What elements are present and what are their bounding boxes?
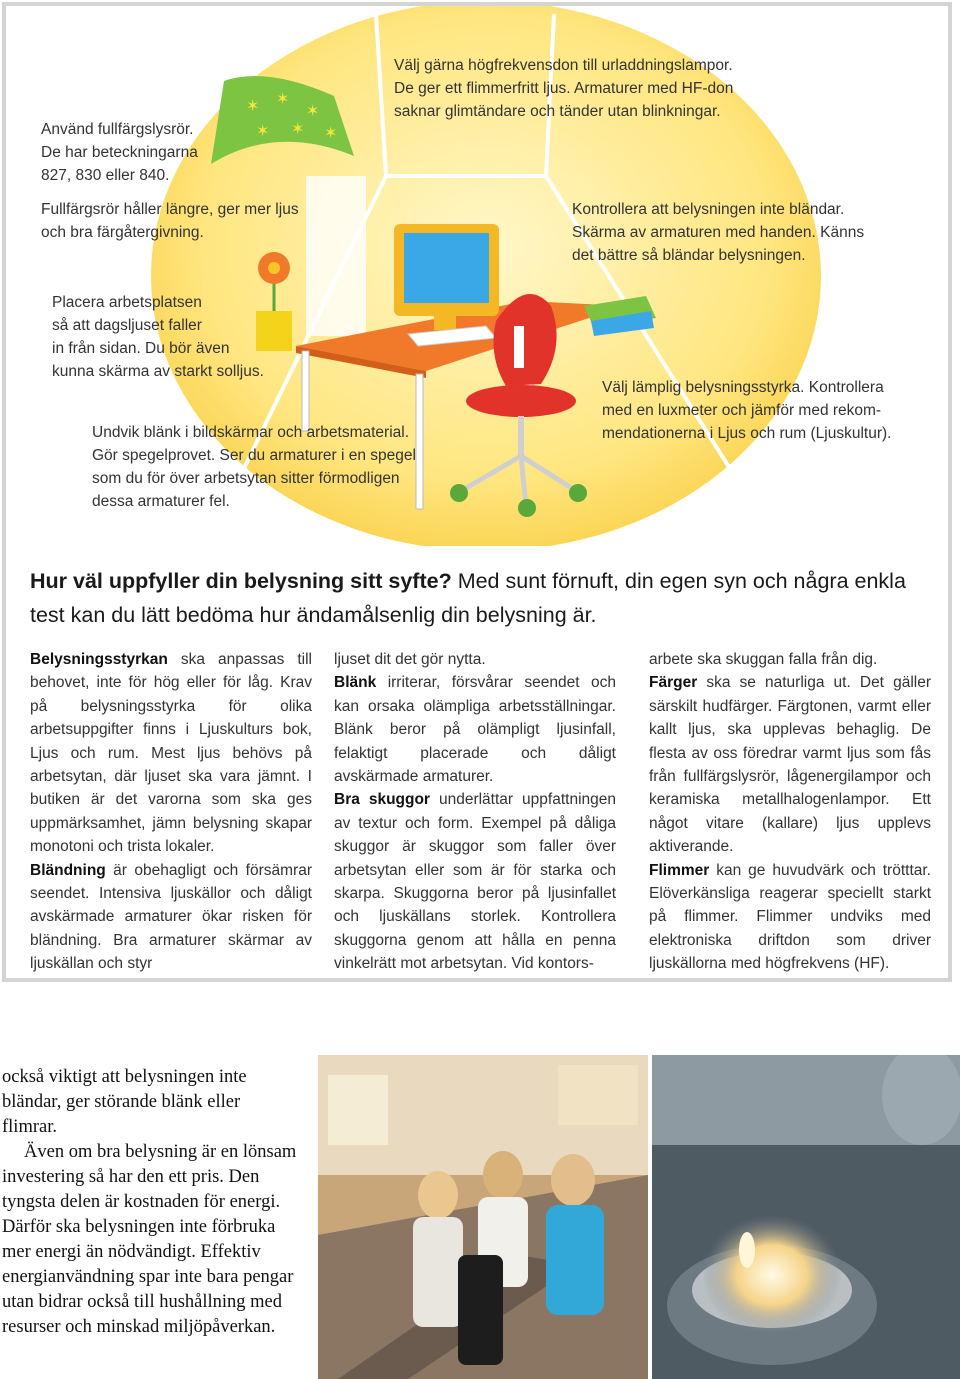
svg-text:✶: ✶ <box>276 91 290 108</box>
body-text-bottom <box>2 1065 297 1340</box>
text-column-3 <box>649 648 931 976</box>
term-blandning: Bländning <box>30 861 106 879</box>
photo-shopping-girls <box>318 1055 648 1379</box>
svg-text:✶: ✶ <box>246 98 260 115</box>
text-column-1 <box>30 648 312 976</box>
svg-text:✶: ✶ <box>291 121 305 138</box>
headline-rest: Med sunt förnuft, din egen syn och några enkla test kan du lätt bedöma hur ändamålsenlig din belysning är. <box>30 569 906 627</box>
text-arbete: arbete ska skuggan falla från dig. <box>649 651 878 668</box>
svg-text:✶: ✶ <box>324 125 338 142</box>
text-flimmer: kan ge huvudvärk och trötttar. Elöverkänsliga reagerar speciellt starkt på flimmer. Flimmer undviks med elektroniska driftdon som driver ljuskällorna med högfrekvens (HF). <box>649 861 931 973</box>
tip-blandar: Kontrollera att belysningen inte bländar. Skärma av armaturen med handen. Känns det bättre så bländar belysningen. <box>572 201 865 264</box>
text-blank: irriterar, försvårar seendet och kan orsaka olämpliga arbetsställningar. Blänk beror på olämpligt ljusinfall, felaktigt placerade och dåligt avskärmade armaturer. <box>334 674 616 786</box>
illustration-panel <box>2 2 952 982</box>
tip-blank: Undvik blänk i bildskärmar och arbetsmaterial. Gör spegelprovet. Ser du armaturer i en spegel som du för över arbetsytan sitter förmodligen dessa armaturer fel. <box>92 424 416 510</box>
paragraph-1: också viktigt att belysningen inte bländar, ger störande blänk eller flimrar. <box>2 1067 247 1137</box>
text-ljuset: ljuset dit det gör nytta. <box>334 651 486 668</box>
term-flimmer: Flimmer <box>649 861 710 879</box>
svg-text:✶: ✶ <box>256 123 270 140</box>
term-belysningsstyrkan: Belysningsstyrkan <box>30 651 168 668</box>
paragraph-2: Även om bra belysning är en lönsam investering så har den ett pris. Den tyngsta delen är kostnaden för energi. Därför ska belysningen inte förbruka mer energi än nödvändigt. Effektiv energianvändning spar inte bara pengar utan bidrar också till hushållning med resurser och minskad miljöpåverkan. <box>2 1142 297 1337</box>
text-bra-skuggor: underlättar uppfattningen av textur och form. Exempel på dåliga skuggor är skuggor som faller över arbetsytan eller som är för starka och skarpa. Skuggorna beror på ljusinfallet och ljuskällans storlek. Kontrollera skuggorna genom att hålla en penna vinkelrätt mot arbetsytan. Vid kontors- <box>334 791 616 973</box>
section-headline <box>30 564 935 632</box>
photo-tealight-candle <box>652 1055 960 1379</box>
headline-bold: Hur väl uppfyller din belysning sitt syfte? <box>30 569 452 593</box>
svg-text:✶: ✶ <box>306 103 320 120</box>
term-blank: Blänk <box>334 674 377 692</box>
tip-fullfarg-1: Använd fullfärgslysrör. De har beteckningarna 827, 830 eller 840. <box>41 121 198 184</box>
text-belysningsstyrkan: ska anpassas till behovet, inte för hög eller för låg. Krav på belysningsstyrka för olika arbetsuppgifter finns i Ljuskulturs bok, Ljus och rum. Mest ljus behövs på arbetsytan, där ljuset ska vara jämnt. I butiken är det varorna som ska ges uppmärksamhet, jämn belysning skapar monotoni och trista lokaler. <box>30 651 312 856</box>
term-bra-skuggor: Bra skuggor <box>334 791 430 809</box>
window <box>306 176 366 336</box>
term-farger: Färger <box>649 674 698 692</box>
tip-fullfarg-2: Fullfärgsrör håller längre, ger mer ljus och bra färgåtergivning. <box>41 201 299 241</box>
text-column-2 <box>334 648 616 976</box>
text-blandning: är obehagligt och försämrar seendet. Intensiva ljuskällor och dåligt avskärmade armaturer ökar risken för bländning. Bra armaturer skärmar av ljuskällan och styr <box>30 861 312 973</box>
text-farger: ska se naturliga ut. Det gäller särskilt hudfärger. Färgtonen, varmt eller kallt ljus, ska upplevas behaglig. De flesta av oss föredrar varmt ljus som fås från fullfärgslysrör, lågenergilampor och keramiska metallhalogenlampor. Ett något vitare (kallare) ljus upplevs aktiverande. <box>649 674 931 856</box>
tip-belysningsstyrka: Välj lämplig belysningsstyrka. Kontrollera med en luxmeter och jämför med rekom- mendationerna i Ljus och rum (Ljuskultur). <box>602 379 892 442</box>
tip-dagsljus: Placera arbetsplatsen så att dagsljuset faller in från sidan. Du bör även kunna skärma av starkt solljus. <box>52 294 264 380</box>
tip-hf-don: Välj gärna högfrekvensdon till urladdningslampor. De ger ett flimmerfritt ljus. Armaturer med HF-don saknar glimtändare och tänder utan blinkningar. <box>394 57 734 120</box>
